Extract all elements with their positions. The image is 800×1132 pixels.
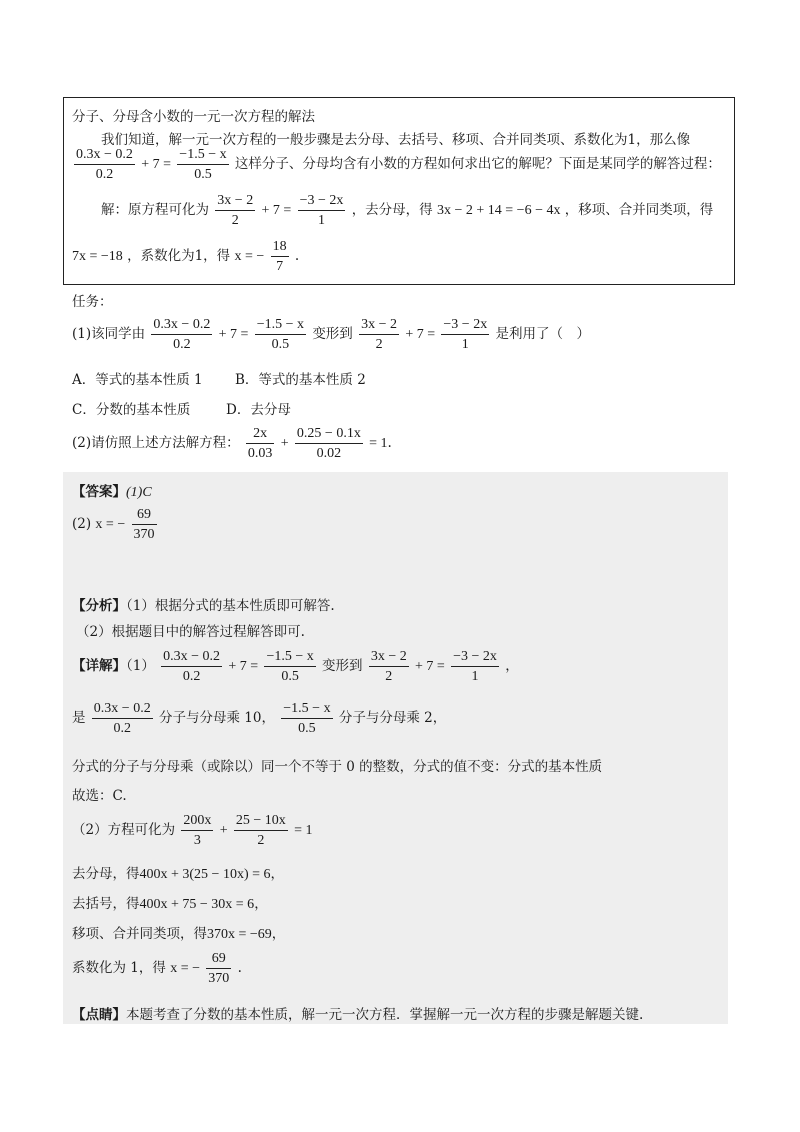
- answer-line-2: [72, 506, 159, 543]
- detail-line-1: [72, 648, 519, 685]
- question-2-prefix: (2)请仿照上述方法解方程：: [72, 435, 240, 451]
- detail-text: 变形到: [322, 658, 363, 674]
- step-2: [72, 892, 268, 913]
- fraction: $\frac{18}{7}$: [272, 239, 287, 274]
- problem-title: 分子、分母含小数的一元一次方程的解法: [72, 109, 315, 125]
- step-equation: 400x + 3(25 − 10x) = 6: [139, 867, 271, 882]
- fraction: $\frac{3x - 2}{2}$: [361, 317, 398, 352]
- question-1-prefix: (1)该同学由: [72, 326, 146, 342]
- answer-2-prefix: (2): [72, 516, 92, 532]
- solution-text: ，移项、合并同类项，得: [564, 202, 714, 218]
- operator: + 7 =: [405, 327, 436, 342]
- detail-text: 分子与分母乘 10，: [159, 710, 275, 726]
- fraction: $\frac{-1.5 - x}{0.5}$: [256, 317, 305, 352]
- operator: +: [280, 436, 289, 451]
- answer-label: 【答案】: [72, 484, 126, 500]
- operator: + 7 =: [228, 659, 259, 674]
- option-d: D．去分母: [226, 402, 291, 418]
- step-1: [72, 862, 284, 883]
- solution-prefix: 解：原方程可化为: [101, 202, 209, 218]
- operator: = 1: [294, 823, 313, 838]
- detail-line-5: [72, 812, 313, 849]
- comment-text: 本题考查了分数的基本性质，解一元一次方程．掌握解一元一次方程的步骤是解题关键.: [126, 1007, 644, 1023]
- intro-line-2-text: 这样分子、分母均含有小数的方程如何求出它的解呢？下面是某同学的解答过程：: [234, 156, 721, 172]
- punctuation: .: [237, 960, 242, 976]
- step-3: [72, 922, 285, 943]
- fraction: $\frac{3x - 2}{2}$: [217, 193, 254, 228]
- analysis-label: 【分析】: [72, 598, 126, 614]
- question-2: [72, 425, 392, 462]
- intro-line-1: 我们知道，解一元一次方程的一般步骤是去分母、去括号、移项、合并同类项、系数化为1，那么像: [101, 132, 691, 148]
- fraction: $\frac{-1.5 - x}{0.5}$: [179, 147, 227, 182]
- detail-line-3: 分式的分子与分母乘（或除以）同一个不等于 0 的整数，分式的值不变：分式的基本性质: [72, 759, 603, 775]
- operator: x = −: [95, 517, 126, 532]
- task-heading: 任务：: [72, 294, 113, 310]
- fraction: $\frac{0.3x - 0.2}{0.2}$: [163, 649, 221, 684]
- detail-line-2: [72, 700, 446, 737]
- solution-line-2: [72, 238, 299, 275]
- question-2-suffix: .: [387, 435, 392, 451]
- solution-text: ，系数化为1，得: [127, 248, 231, 264]
- question-1-suffix: 是利用了（ ）: [495, 326, 590, 342]
- fraction: $\frac{0.3x - 0.2}{0.2}$: [76, 147, 133, 182]
- detail-text: 分子与分母乘 2，: [338, 710, 447, 726]
- fraction: $\frac{3x - 2}{2}$: [370, 649, 407, 684]
- step-label: 去分母，得: [72, 866, 140, 882]
- solution-line-1: [101, 192, 713, 229]
- option-c: C．分数的基本性质: [72, 402, 191, 418]
- fraction: $\frac{-1.5 - x}{0.5}$: [283, 701, 331, 736]
- operator: x = −: [234, 249, 265, 264]
- operator: + 7 =: [218, 327, 249, 342]
- option-b: B．等式的基本性质 2: [235, 372, 366, 388]
- detail-text: （1）: [126, 658, 155, 674]
- solution-text: ，去分母，得: [351, 202, 433, 218]
- detail-text: （2）方程可化为: [72, 822, 176, 838]
- fraction: $\frac{69}{370}$: [133, 507, 155, 542]
- operator: + 7 =: [415, 659, 445, 674]
- fraction: $\frac{200x}{3}$: [183, 813, 212, 848]
- analysis-line-2: （2）根据题目中的解答过程解答即可.: [76, 624, 305, 640]
- fraction: $\frac{-1.5 - x}{0.5}$: [266, 649, 314, 684]
- solution-equation: 3x − 2 + 14 = −6 − 4x: [436, 203, 561, 218]
- comment-line: [72, 1003, 643, 1023]
- option-a: A．等式的基本性质 1: [72, 372, 203, 388]
- question-1-text: 变形到: [312, 326, 353, 342]
- step-label: 移项、合并同类项，得: [72, 926, 207, 942]
- solution-end: .: [294, 248, 300, 264]
- fraction: $\frac{0.3x - 0.2}{0.2}$: [153, 317, 211, 352]
- step-equation: 370x = −69: [207, 927, 272, 942]
- fraction: $\frac{-3 - 2x}{1}$: [299, 193, 344, 228]
- operator: + 7 =: [261, 203, 292, 218]
- solution-equation: 7x = −18: [72, 249, 123, 264]
- fraction: $\frac{25 - 10x}{2}$: [235, 813, 286, 848]
- step-equation: 400x + 75 − 30x = 6: [139, 897, 255, 912]
- fraction: $\frac{69}{370}$: [208, 951, 230, 986]
- punctuation: ，: [271, 926, 286, 942]
- step-4: [72, 950, 242, 987]
- punctuation: ，: [254, 896, 268, 912]
- comment-label: 【点睛】: [72, 1007, 126, 1023]
- operator: + 7 =: [141, 157, 171, 172]
- analysis-line-1: [72, 594, 335, 614]
- operator: +: [219, 823, 228, 838]
- fraction: $\frac{2x}{0.03}$: [247, 426, 273, 461]
- detail-line-4: 故选：C.: [72, 788, 127, 804]
- answer-line-1: [72, 480, 152, 501]
- operator: x = −: [170, 961, 200, 976]
- answer-1: (1)C: [126, 485, 152, 500]
- question-1: [72, 316, 590, 353]
- detail-text: ，: [505, 658, 519, 674]
- fraction: $\frac{-3 - 2x}{1}$: [443, 317, 488, 352]
- intro-line-2: [72, 146, 721, 183]
- step-label: 系数化为 1，得: [72, 960, 166, 976]
- operator: = 1: [369, 436, 388, 451]
- detail-label: 【详解】: [72, 658, 126, 674]
- fraction: $\frac{0.3x - 0.2}{0.2}$: [93, 701, 151, 736]
- punctuation: ，: [270, 866, 285, 882]
- analysis-text: （1）根据分式的基本性质即可解答.: [126, 598, 335, 614]
- step-label: 去括号，得: [72, 896, 140, 912]
- fraction: $\frac{0.25 - 0.1x}{0.02}$: [296, 426, 361, 461]
- fraction: $\frac{-3 - 2x}{1}$: [453, 649, 497, 684]
- detail-text: 是: [72, 710, 86, 726]
